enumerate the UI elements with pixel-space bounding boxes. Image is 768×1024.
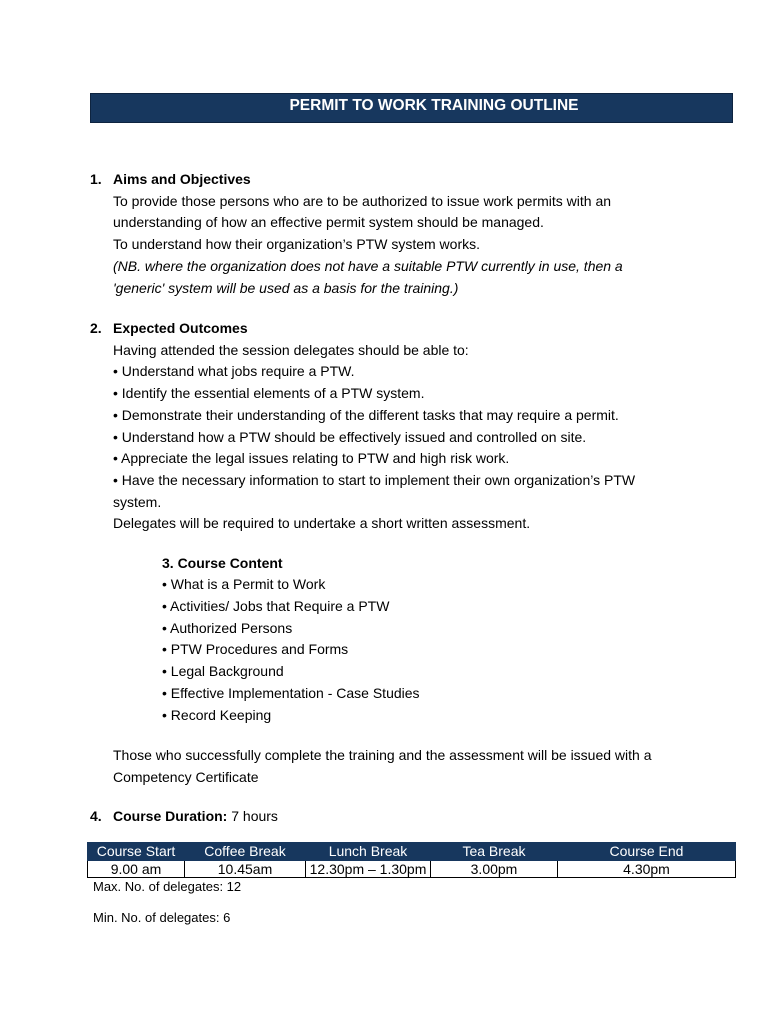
max-delegates: Max. No. of delegates: 12	[93, 879, 242, 894]
section-2-bullet: • Understand what jobs require a PTW.	[113, 363, 355, 379]
section-3-heading: 3. Course Content	[162, 555, 283, 571]
section-3-bullet: • PTW Procedures and Forms	[162, 641, 349, 657]
section-3-bullet: • Effective Implementation - Case Studies	[162, 685, 420, 701]
section-2-bullet: • Have the necessary information to start to implement their own organization’s PTW	[113, 472, 636, 488]
schedule-header-cell: Coffee Break	[185, 843, 306, 861]
section-1-line: understanding of how an effective permit system should be managed.	[113, 214, 544, 230]
schedule-header-cell: Course End	[558, 843, 736, 861]
certificate-line: Those who successfully complete the training and the assessment will be issued with a	[113, 747, 652, 763]
section-4-number: 4.	[90, 808, 102, 824]
certificate-line: Competency Certificate	[113, 769, 259, 785]
section-2-bullet: • Appreciate the legal issues relating to PTW and high risk work.	[113, 450, 510, 466]
page-title: PERMIT TO WORK TRAINING OUTLINE	[289, 97, 579, 114]
section-3-bullet: • Authorized Persons	[162, 620, 293, 636]
schedule-header-cell: Tea Break	[431, 843, 558, 861]
course-duration-value: 7 hours	[231, 808, 278, 824]
section-4-heading: Course Duration:	[113, 808, 228, 824]
section-2-number: 2.	[90, 320, 102, 336]
table-row	[88, 861, 736, 878]
schedule-header-cell: Lunch Break	[306, 843, 431, 861]
section-2-bullet: • Demonstrate their understanding of the different tasks that may require a permit.	[113, 407, 619, 423]
schedule-header-row	[88, 843, 736, 861]
section-1-line: To provide those persons who are to be authorized to issue work permits with an	[113, 193, 612, 209]
title-banner	[90, 93, 733, 123]
section-3-bullet: • Activities/ Jobs that Require a PTW	[162, 598, 390, 614]
min-delegates: Min. No. of delegates: 6	[93, 910, 231, 925]
schedule-header-cell: Course Start	[88, 843, 185, 861]
section-2-bullet: • Identify the essential elements of a PTW system.	[113, 385, 425, 401]
section-2-heading: Expected Outcomes	[113, 320, 248, 336]
section-4-line	[113, 807, 278, 825]
schedule-table	[87, 842, 736, 878]
section-1-note: 'generic' system will be used as a basis for the training.)	[113, 280, 459, 296]
section-2-closing: Delegates will be required to undertake a short written assessment.	[113, 515, 531, 531]
schedule-cell: 10.45am	[185, 861, 306, 878]
section-1-heading: Aims and Objectives	[113, 171, 251, 187]
section-1-note: (NB. where the organization does not have a suitable PTW currently in use, then a	[113, 258, 623, 274]
section-2-bullet: • Understand how a PTW should be effectively issued and controlled on site.	[113, 429, 587, 445]
section-1-line: To understand how their organization’s PTW system works.	[113, 236, 481, 252]
section-3-bullet: • What is a Permit to Work	[162, 576, 326, 592]
schedule-cell: 12.30pm – 1.30pm	[306, 861, 431, 878]
section-3-bullet: • Record Keeping	[162, 707, 272, 723]
section-1-number: 1.	[90, 171, 102, 187]
schedule-cell: 3.00pm	[431, 861, 558, 878]
schedule-cell: 4.30pm	[558, 861, 736, 878]
section-3-bullet: • Legal Background	[162, 663, 284, 679]
section-2-bullet: system.	[113, 494, 162, 510]
schedule-cell: 9.00 am	[88, 861, 185, 878]
section-2-intro: Having attended the session delegates should be able to:	[113, 342, 469, 358]
